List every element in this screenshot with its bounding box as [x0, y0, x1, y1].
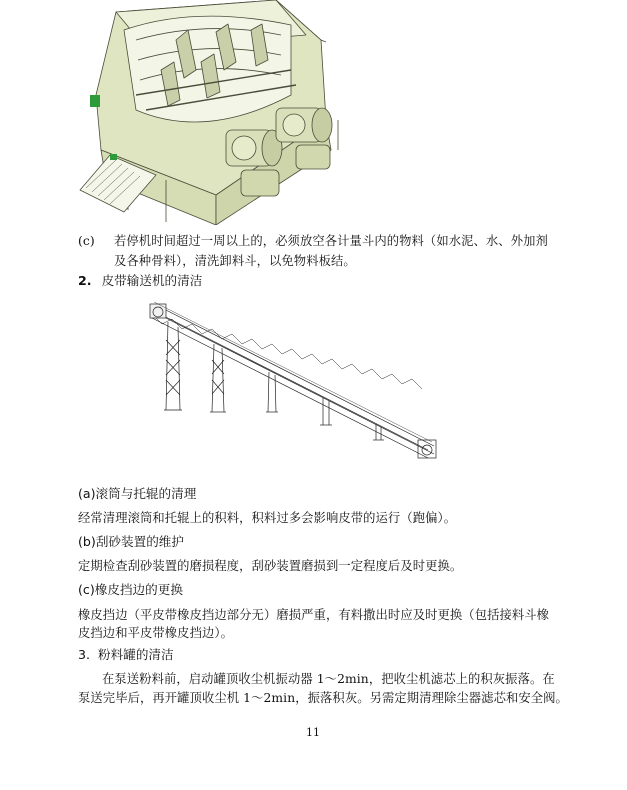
mixer-figure: [76, 0, 368, 225]
belt-conveyor-drawing: [148, 300, 438, 470]
conveyor-figure: [148, 300, 438, 470]
page-number: 11: [306, 726, 320, 739]
sub-c-line-1: 橡皮挡边（平皮带橡皮挡边部分无）磨损严重，有料撒出时应及时更换（包括接料斗橡: [78, 608, 550, 622]
sub-a-text: 经常清理滚筒和托辊上的积料，积料过多会影响皮带的运行（跑偏）。: [78, 511, 457, 525]
sub-b-title: (b)刮砂装置的维护: [78, 534, 184, 549]
section-2-number: 2.: [78, 273, 92, 288]
section-3-title: 粉料罐的清洁: [98, 647, 174, 662]
section-3-line-1: 在泵送粉料前，启动罐顶收尘机振动器 1～2min，把收尘机滤芯上的积灰振落。在: [102, 672, 555, 686]
sub-b-text: 定期检查刮砂装置的磨损程度，刮砂装置磨损到一定程度后及时更换。: [78, 559, 463, 573]
item-c-marker: (c): [78, 234, 95, 248]
item-c-line-1: 若停机时间超过一周以上的，必须放空各计量斗内的物料（如水泥、水、外加剂: [114, 234, 548, 248]
section-3-line-2: 泵送完毕后，再开罐顶收尘机 1～2min，振落积灰。另需定期清理除尘器滤芯和安全阀。: [78, 691, 568, 705]
section-2-heading: [78, 272, 202, 290]
twin-shaft-mixer-drawing: [76, 0, 368, 225]
section-3-number: 3.: [78, 647, 91, 662]
section-2-title: 皮带输送机的清洁: [101, 273, 203, 288]
item-c-line-2: 及各种骨料），清洗卸料斗，以免物料板结。: [114, 254, 356, 268]
sub-a-title: (a)滚筒与托辊的清理: [78, 486, 197, 501]
sub-c-line-2: 皮挡边和平皮带橡皮挡边）。: [78, 626, 234, 640]
sub-c-title: (c)橡皮挡边的更换: [78, 582, 183, 597]
section-3-heading: [78, 646, 174, 664]
